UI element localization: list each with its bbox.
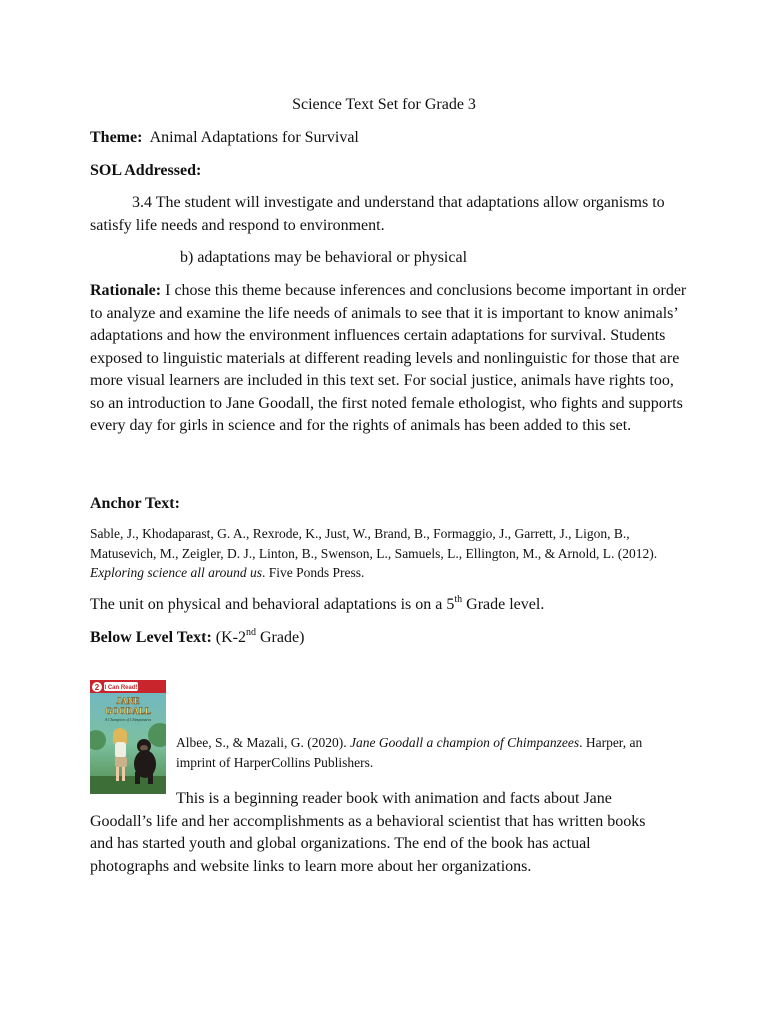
theme-text: Animal Adaptations for Survival [149, 129, 359, 146]
cover-level-text: 2 [94, 683, 100, 692]
rationale-paragraph [90, 280, 690, 438]
anchor-citation-publisher: . Five Ponds Press. [261, 565, 365, 580]
cover-subtitle: A Champion of Chimpanzees [104, 717, 152, 722]
below-level-label: Below Level Text: [90, 629, 212, 646]
below-citation-publisher: . Harper, an imprint of HarperCollins Publishers. [176, 735, 643, 770]
anchor-citation [90, 524, 690, 583]
anchor-label: Anchor Text: [90, 495, 180, 512]
cover-title-line2: GOODALL [104, 706, 152, 716]
cover-series-text: I Can Read! [104, 685, 138, 691]
theme-line [90, 127, 690, 150]
cover-title-line1: JANE [116, 696, 140, 706]
theme-label: Theme: [90, 129, 143, 146]
below-citation-title: Jane Goodall a champion of Chimpanzees [349, 735, 580, 750]
below-citation-authors: Albee, S., & Mazali, G. (2020). [176, 735, 347, 750]
sol-sub-item: b) adaptations may be behavioral or physical [180, 249, 468, 266]
anchor-citation-authors: Sable, J., Khodaparast, G. A., Rexrode, K., Just, W., Brand, B., Formaggio, J., Garrett, J., Ligon, B., Matusevich, M., Zeigler, D. J., Linton, B., Swenson, L., Samuels, L., Ellington, M., & Arnold, L. (2012). [90, 526, 658, 561]
below-description: This is a beginning reader book with animation and facts about Jane Goodall’s life and her accomplishments as a behavioral scientist that has written books and has started youth and global organizations. The end of the book has actual photographs and website links to learn more about her organizations. [90, 790, 646, 875]
book-cover-image [90, 680, 166, 794]
rationale-label: Rationale: [90, 282, 162, 299]
page-title: Science Text Set for Grade 3 [292, 96, 476, 113]
below-citation [176, 733, 646, 772]
sol-label: SOL Addressed: [90, 162, 202, 179]
anchor-citation-title: Exploring science all around us [90, 565, 262, 580]
anchor-level-line: The unit on physical and behavioral adaptations is on a 5th Grade level. [90, 593, 545, 613]
sol-standard: 3.4 The student will investigate and understand that adaptations allow organisms to satisfy life needs and respond to environment. [90, 194, 665, 234]
below-level-line: Below Level Text: (K-2nd Grade) [90, 626, 305, 646]
rationale-text: I chose this theme because inferences and conclusions become important in order to analyze and examine the life needs of animals to see that it is important to know animals’ adaptations and how the environment influences certain adaptations for survival. Students exposed to linguistic materials at different reading levels and nonlinguistic for those that are more visual learners are included in this text set. For social justice, animals have rights too, so an introduction to Jane Goodall, the first noted female ethologist, who fights and supports every day for girls in science and for the rights of animals has been added to this set. [90, 282, 687, 434]
